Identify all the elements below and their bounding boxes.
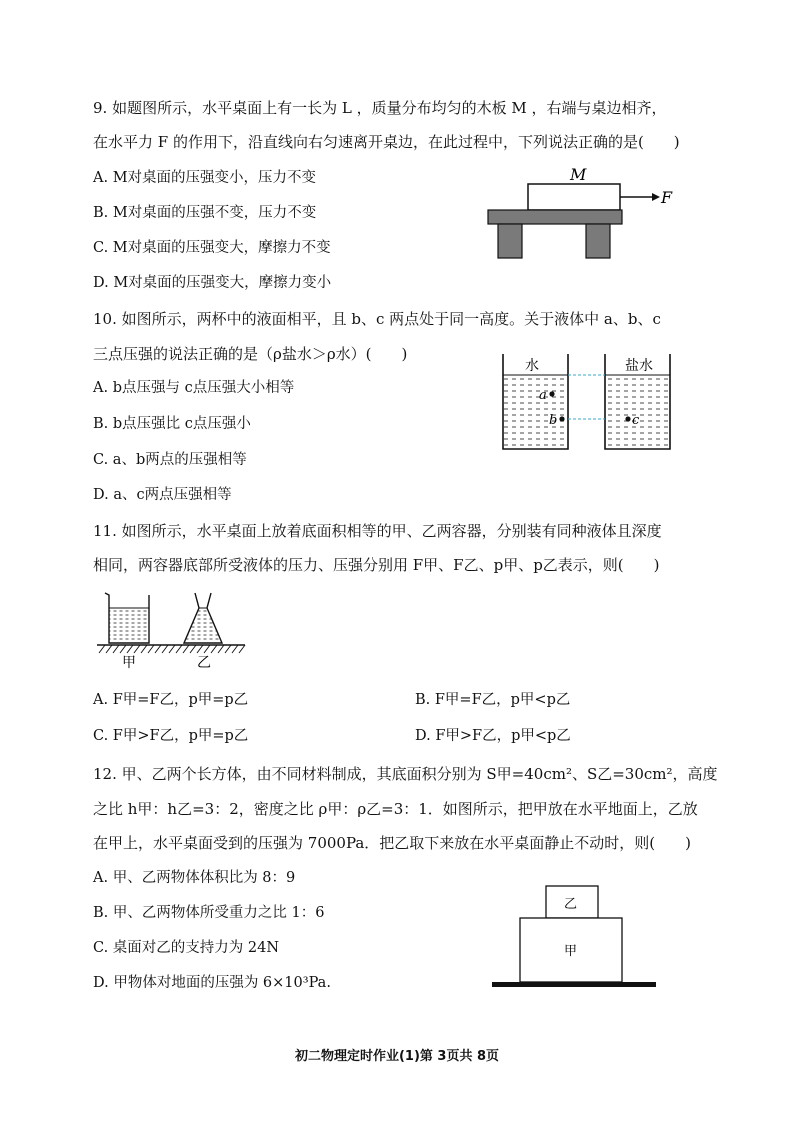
label-m: M [570,165,587,184]
hatch-mark [225,645,231,653]
label-f: F [661,188,673,207]
hatch-mark [113,645,119,653]
force-arrowhead [652,193,660,201]
point-a [549,391,554,396]
q12-figure-stacked-blocks [488,882,660,992]
hatch-mark [232,645,238,653]
q9-option-b: B. M对桌面的压强不变，压力不变 [93,205,317,221]
hatch-mark [190,645,196,653]
hatch-mark [183,645,189,653]
q11-stem-line2: 相同，两容器底部所受液体的压力、压强分别用 F甲、F乙、p甲、p乙表示，则( ) [93,556,660,574]
q12-option-c: C. 桌面对乙的支持力为 24N [93,940,280,956]
q9-option-d: D. M对桌面的压强变大，摩擦力变小 [93,275,332,291]
table-hatch [99,645,245,653]
q10-stem-line2: 三点压强的说法正确的是（ρ盐水＞ρ水）( ) [93,345,408,363]
hatch-mark [106,645,112,653]
hatch-mark [204,645,210,653]
q9-option-c: C. M对桌面的压强变大，摩擦力不变 [93,240,331,256]
hatch-mark [197,645,203,653]
q11-figure-two-containers [95,585,250,675]
q11-option-a: A. F甲=F乙，p甲=p乙 [93,692,249,708]
hatch-mark [148,645,154,653]
ground [492,982,656,987]
page-footer: 初二物理定时作业(1)第 3页共 8页 [294,1049,500,1064]
q11-option-b: B. F甲=F乙，p甲<p乙 [415,692,571,708]
q12-option-b: B. 甲、乙两物体所受重力之比 1：6 [93,905,325,921]
q12-stem-line1: 12. 甲、乙两个长方体，由不同材料制成，其底面积分别为 S甲=40cm²、S乙=30cm²，高度 [93,765,718,783]
water-label: 水 [525,358,539,374]
q12-option-a: A. 甲、乙两物体体积比为 8：9 [93,870,296,886]
point-c [625,416,630,421]
label-c: c [632,413,640,428]
q10-option-b: B. b点压强比 c点压强小 [93,416,251,432]
table-leg-left [498,224,522,258]
saltwater-label: 盐水 [625,358,653,374]
container-jia-liquid [109,608,149,643]
q10-option-c: C. a、b两点的压强相等 [93,452,247,468]
table-top [488,210,622,224]
hatch-mark [155,645,161,653]
hatch-mark [239,645,245,653]
q10-figure-two-cups [495,352,690,457]
label-a: a [539,388,547,403]
hatch-mark [162,645,168,653]
hatch-mark [141,645,147,653]
water-liquid [503,375,568,449]
hatch-mark [211,645,217,653]
saltwater-liquid [605,375,670,449]
q9-figure-board-on-table [480,165,680,265]
q12-option-d: D. 甲物体对地面的压强为 6×10³Pa. [93,975,331,991]
label-jia: 甲 [564,944,578,959]
q11-option-c: C. F甲>F乙，p甲=p乙 [93,728,249,744]
q9-stem-line1: 9. 如题图所示，水平桌面上有一长为 L ，质量分布均匀的木板 M ，右端与桌边相齐， [93,99,667,117]
label-yi: 乙 [564,897,578,912]
q11-option-d: D. F甲>F乙，p甲<p乙 [415,728,571,744]
hatch-mark [176,645,182,653]
label-b: b [549,413,558,428]
container-yi-liquid [184,608,222,643]
hatch-mark [120,645,126,653]
q12-stem-line3: 在甲上，水平桌面受到的压强为 7000Pa．把乙取下来放在水平桌面静止不动时，则( ) [93,834,692,852]
hatch-mark [127,645,133,653]
q10-stem-line1: 10. 如图所示，两杯中的液面相平，且 b、c 两点处于同一高度。关于液体中 a、b、c [93,310,661,328]
hatch-mark [218,645,224,653]
table-leg-right [586,224,610,258]
q10-option-d: D. a、c两点压强相等 [93,487,232,503]
q12-stem-line2: 之比 h甲：h乙=3：2，密度之比 ρ甲：ρ乙=3：1．如图所示，把甲放在水平地面上，乙放 [93,800,698,818]
hatch-mark [99,645,105,653]
hatch-mark [169,645,175,653]
q9-option-a: A. M对桌面的压强变小，压力不变 [93,170,317,186]
label-jia: 甲 [122,655,136,671]
point-b [559,416,564,421]
label-yi: 乙 [197,655,211,671]
q9-stem-line2: 在水平力 F 的作用下，沿直线向右匀速离开桌边，在此过程中，下列说法正确的是( ) [93,133,680,151]
hatch-mark [134,645,140,653]
board-m [528,184,620,210]
q11-stem-line1: 11. 如图所示，水平桌面上放着底面积相等的甲、乙两容器，分别装有同种液体且深度 [93,522,662,540]
q10-option-a: A. b点压强与 c点压强大小相等 [93,380,295,396]
